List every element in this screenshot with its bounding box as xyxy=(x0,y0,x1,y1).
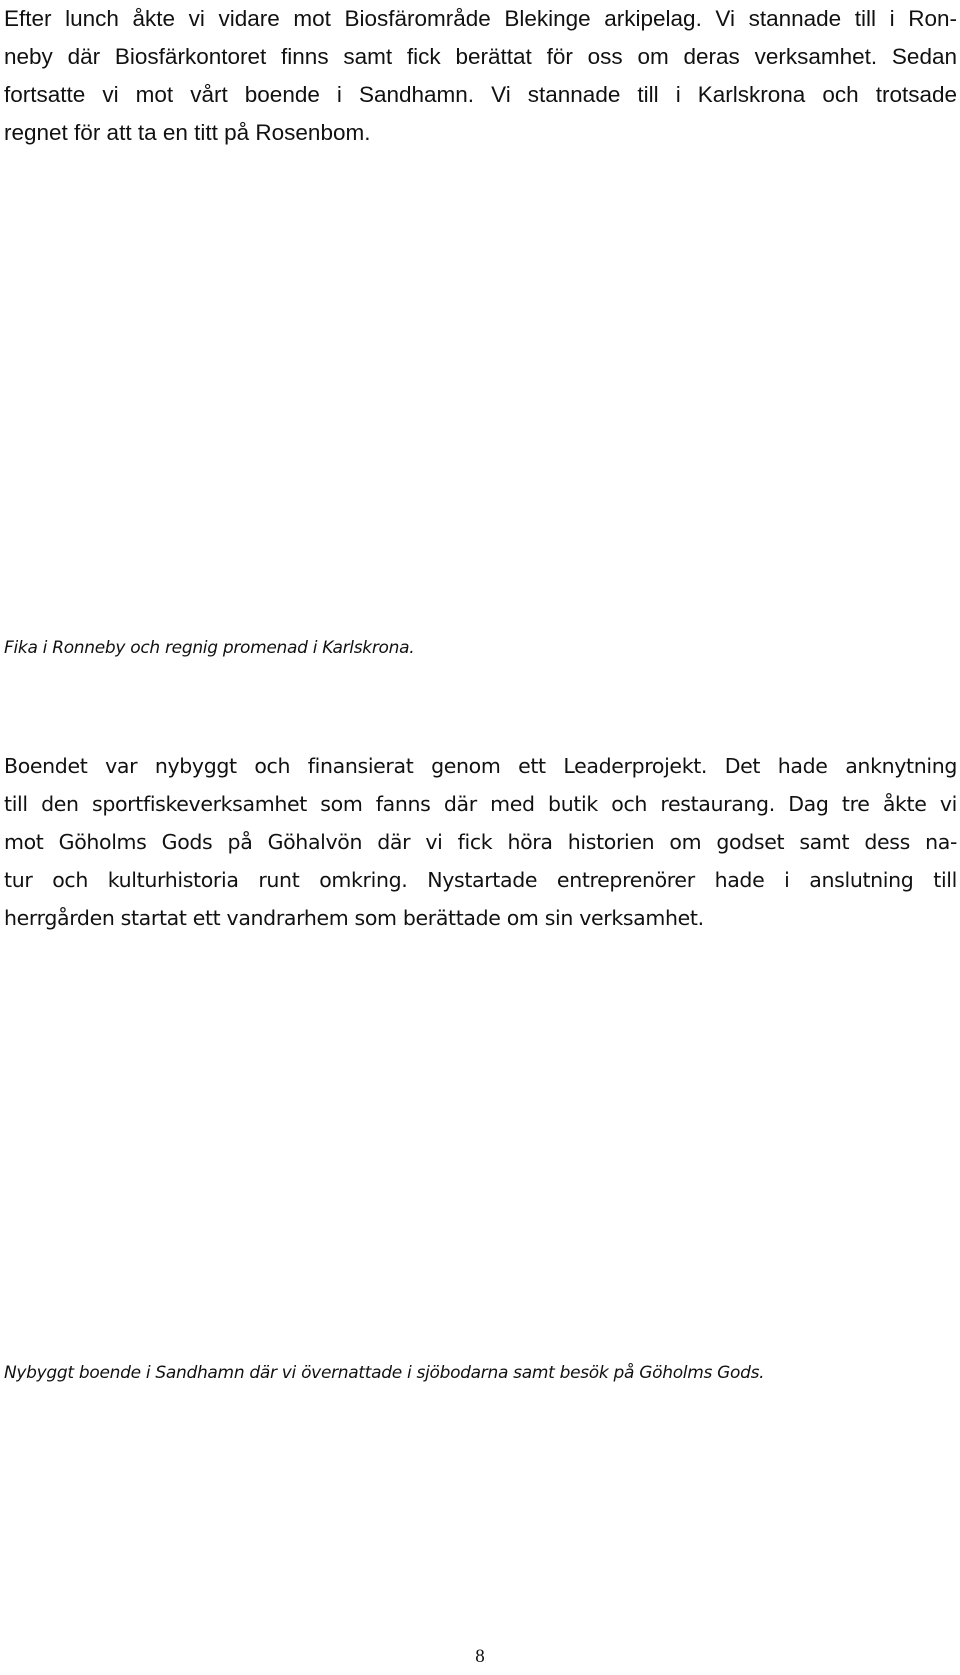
paragraph-line: mot Göholms Gods på Göhalvön där vi fick höra historien om godset samt dess na- xyxy=(4,830,957,854)
paragraph-line: fortsatte vi mot vårt boende i Sandhamn. Vi stannade till i Karlskrona och trotsade xyxy=(4,82,957,107)
page-number: 8 xyxy=(475,1646,485,1667)
photo-caption-sandhamn: Nybyggt boende i Sandhamn där vi övernattade i sjöbodarna samt besök på Göholms Gods. xyxy=(4,1363,765,1383)
paragraph-line: neby där Biosfärkontoret finns samt fick berättat för oss om deras verksamhet. Sedan xyxy=(4,44,957,69)
paragraph-line: regnet för att ta en titt på Rosenbom. xyxy=(4,120,371,145)
photo-caption-ronneby: Fika i Ronneby och regnig promenad i Karlskrona. xyxy=(4,638,415,658)
paragraph-line: till den sportfiskeverksamhet som fanns där med butik och restaurang. Dag tre åkte vi xyxy=(4,792,957,816)
paragraph-intro xyxy=(4,0,957,152)
paragraph-line: Efter lunch åkte vi vidare mot Biosfärområde Blekinge arkipelag. Vi stannade till i Ron- xyxy=(4,6,957,31)
paragraph-line: tur och kulturhistoria runt omkring. Nystartade entreprenörer hade i anslutning till xyxy=(4,868,957,892)
paragraph-line: herrgården startat ett vandrarhem som berättade om sin verksamhet. xyxy=(4,906,704,930)
paragraph-accommodation xyxy=(4,747,957,937)
paragraph-line: Boendet var nybyggt och finansierat genom ett Leaderprojekt. Det hade anknytning xyxy=(4,754,957,778)
